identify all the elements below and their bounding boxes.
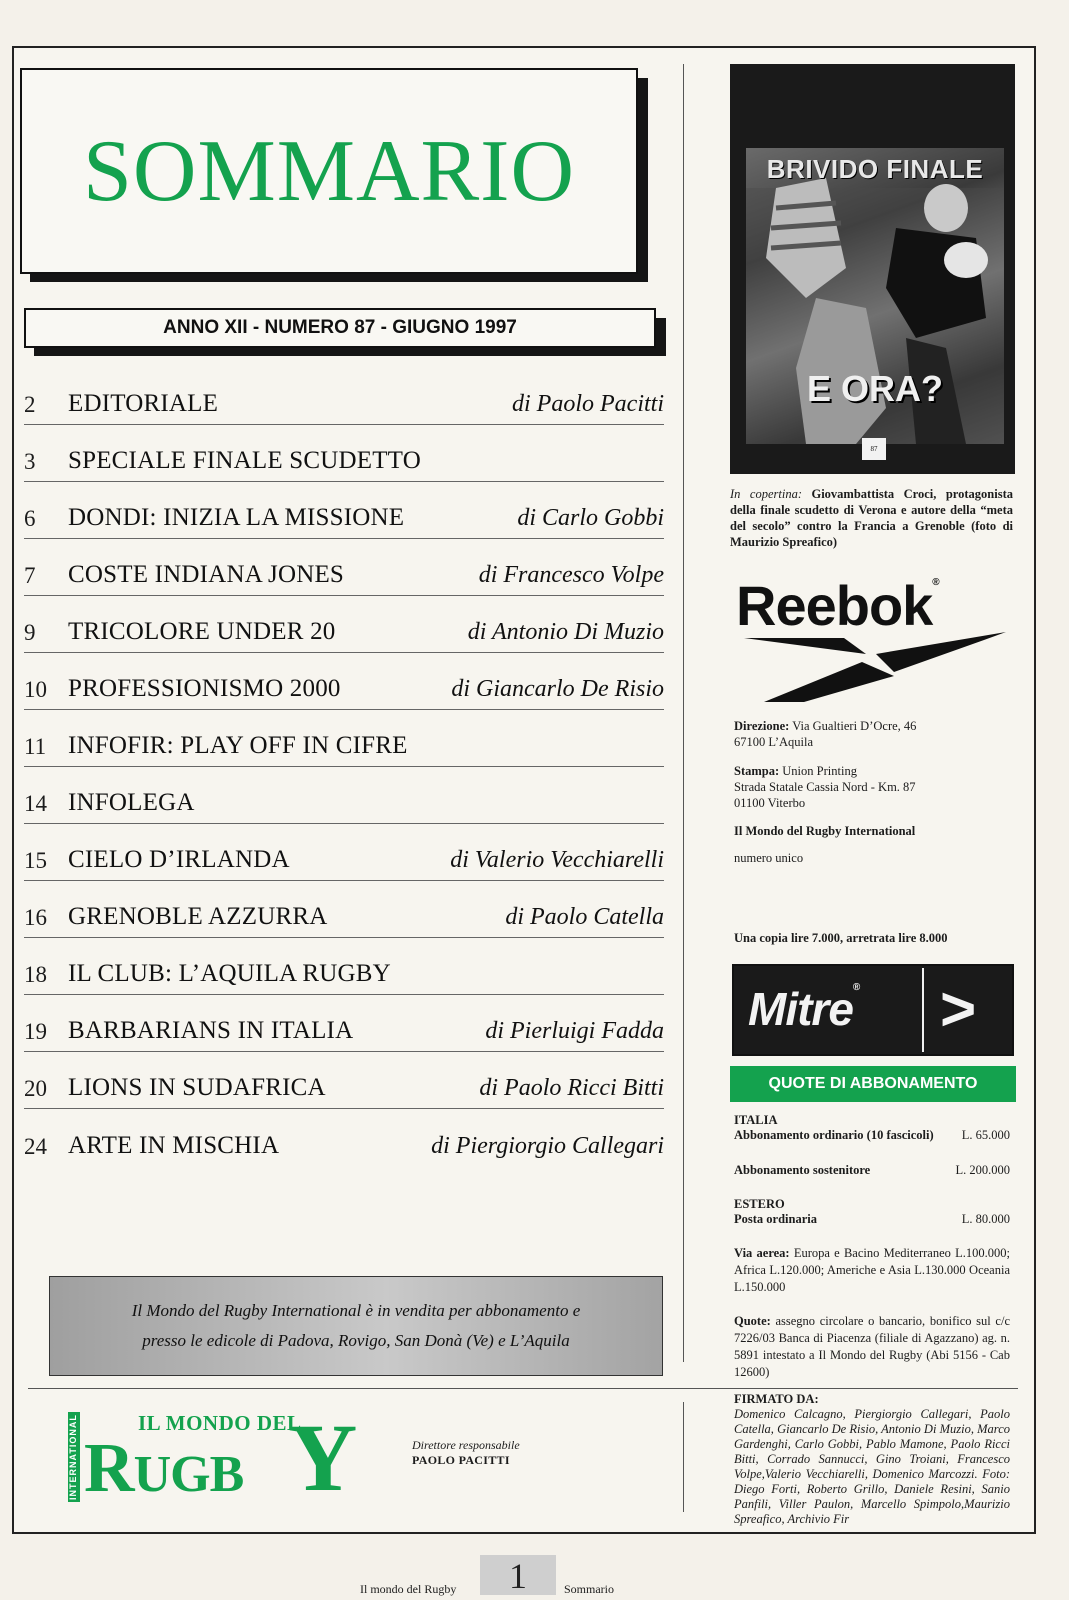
sostenitore-price: L. 200.000	[955, 1163, 1010, 1177]
notice-line-1: Il Mondo del Rugby International è in vendita per abbonamento e	[131, 1301, 581, 1320]
table-of-contents	[24, 368, 664, 1166]
toc-page: 2	[24, 392, 36, 417]
mitre-word: Mitre	[748, 983, 853, 1035]
toc-title: BARBARIANS IN ITALIA	[68, 1017, 354, 1044]
toc-row[interactable]	[24, 767, 664, 824]
toc-page: 15	[24, 848, 47, 873]
column-divider	[683, 64, 684, 1362]
cover-caption	[730, 486, 1013, 550]
subscriptions-heading: QUOTE DI ABBONAMENTO	[730, 1066, 1016, 1102]
toc-page: 10	[24, 677, 47, 702]
toc-page: 24	[24, 1134, 47, 1159]
toc-row[interactable]	[24, 1109, 664, 1166]
posta-label: Posta ordinaria	[734, 1212, 817, 1226]
cover-headline: BRIVIDO FINALE	[766, 154, 984, 184]
footer-section: Sommario	[564, 1582, 614, 1596]
toc-author: di Giancarlo De Risio	[451, 676, 664, 702]
toc-title: LIONS IN SUDAFRICA	[68, 1074, 326, 1101]
estero-label: ESTERO	[734, 1197, 785, 1211]
toc-author: di Antonio Di Muzio	[467, 619, 664, 645]
cover-photo	[746, 148, 1004, 453]
quote-label: Quote:	[734, 1314, 771, 1328]
direzione-label: Direzione:	[734, 719, 790, 733]
column-divider-bottom	[683, 1402, 684, 1512]
director-name: PAOLO PACITTI	[412, 1453, 510, 1467]
stampa-block	[734, 763, 916, 811]
firmato-text: Domenico Calcagno, Piergiorgio Callegari, Paolo Catella, Giancarlo De Risio, Antonio Di Muzio, Marco Gardenghi, Carlo Gobbi, Pablo Mamone, Paolo Ricci Bitti, Corrado Sannucci, Gino Troiani, Francesco Volpe,Valerio Vecchiarelli, Domenico Marcozzi. Foto: Diego Forti, Roberto Grillo, Daniele Resini, Sanio Panfili, Viller Paulon, Marcello Spimpolo,Maurizio Spreafico, Archivio Fir	[734, 1407, 1010, 1526]
toc-title: GRENOBLE AZZURRA	[68, 903, 328, 930]
toc-page: 3	[24, 449, 36, 474]
sales-notice	[49, 1276, 663, 1376]
toc-author: di Valerio Vecchiarelli	[450, 847, 664, 873]
bottom-divider	[28, 1388, 1018, 1389]
stampa-printer: Union Printing	[779, 764, 857, 778]
toc-title: IL CLUB: L’AQUILA RUGBY	[68, 960, 391, 987]
toc-title: EDITORIALE	[68, 390, 219, 417]
toc-author: di Paolo Catella	[505, 904, 664, 930]
toc-page: 14	[24, 791, 47, 816]
toc-author: di Paolo Ricci Bitti	[479, 1075, 664, 1101]
toc-author: di Carlo Gobbi	[517, 505, 664, 531]
toc-title: DONDI: INIZIA LA MISSIONE	[68, 504, 405, 531]
logo-main-text	[84, 1430, 244, 1507]
quote-text: assegno circolare o bancario, bonifico sul c/c 7226/03 Banca di Piacenza (filiale di Agazzano) ag. n. 5891 intestato a Il Mondo del Rugby (Abi 5156 - Cab 12600)	[734, 1314, 1010, 1379]
toc-page: 18	[24, 962, 47, 987]
logo-r: R	[84, 1430, 134, 1507]
page-footer	[0, 1555, 1069, 1595]
posta-row	[734, 1211, 1010, 1227]
toc-row[interactable]	[24, 596, 664, 653]
magazine-logo	[66, 1404, 396, 1511]
toc-author: di Paolo Pacitti	[512, 391, 664, 417]
toc-page: 11	[24, 734, 47, 759]
toc-row[interactable]	[24, 482, 664, 539]
toc-title: INFOLEGA	[68, 789, 195, 816]
logo-y: Y	[288, 1404, 358, 1511]
reebok-logo-text	[736, 574, 939, 637]
notice-line-2: presso le edicole di Padova, Rovigo, San Donà (Ve) e L’Aquila	[142, 1331, 570, 1350]
toc-row[interactable]	[24, 1052, 664, 1109]
toc-page: 9	[24, 620, 36, 645]
ordinario-label: Abbonamento ordinario (10 fascicoli)	[734, 1128, 934, 1142]
price-line: Una copia lire 7.000, arretrata lire 8.000	[734, 931, 948, 945]
mitre-ad	[732, 964, 1014, 1056]
toc-title: INFOFIR: PLAY OFF IN CIFRE	[68, 732, 408, 759]
cover-issue-number: 87	[862, 438, 886, 460]
caption-text: Giovambattista Croci, protagonista della finale scudetto di Verona e autore della “meta del secolo” contro la Francia a Grenoble (foto di Maurizio Spreafico)	[730, 487, 1013, 549]
director-role: Direttore responsabile	[412, 1438, 520, 1452]
stampa-label: Stampa:	[734, 764, 780, 778]
logo-ugb: UGB	[133, 1446, 244, 1503]
toc-title: PROFESSIONISMO 2000	[68, 675, 341, 702]
page-number: 1	[480, 1555, 556, 1595]
logo-top-text: IL MONDO DEL	[138, 1411, 302, 1435]
quote-block	[734, 1313, 1010, 1381]
caption-lead: In copertina:	[730, 487, 802, 501]
mitre-reg: ®	[852, 982, 860, 993]
cover-bigtext: E ORA?	[806, 368, 943, 409]
toc-row[interactable]	[24, 995, 664, 1052]
italia-label: ITALIA	[734, 1113, 778, 1127]
stampa-line-1	[734, 763, 916, 779]
publication-name: Il Mondo del Rugby International	[734, 824, 916, 838]
mitre-arrow-icon: >	[940, 975, 977, 1044]
reebok-vector-icon	[744, 632, 1014, 702]
toc-row[interactable]	[24, 824, 664, 881]
reebok-ad	[734, 574, 1014, 706]
direzione-line-2: 67100 L’Aquila	[734, 735, 814, 749]
reebok-word: Reebok	[736, 574, 933, 637]
stampa-line-3: 01100 Viterbo	[734, 796, 806, 810]
toc-title: TRICOLORE UNDER 20	[68, 618, 336, 645]
issue-box	[24, 308, 656, 348]
ordinario-row	[734, 1127, 1010, 1143]
firmato-block	[734, 1392, 1010, 1527]
via-aerea-label: Via aerea:	[734, 1246, 790, 1260]
toc-row[interactable]	[24, 539, 664, 596]
toc-title: SPECIALE FINALE SCUDETTO	[68, 447, 421, 474]
toc-title: ARTE IN MISCHIA	[68, 1132, 280, 1159]
toc-row[interactable]	[24, 653, 664, 710]
toc-row[interactable]	[24, 881, 664, 938]
direzione-block	[734, 718, 916, 750]
toc-author: di Francesco Volpe	[478, 562, 664, 588]
reebok-reg: ®	[932, 577, 939, 588]
toc-title: COSTE INDIANA JONES	[68, 561, 345, 588]
issue-line: ANNO XII - NUMERO 87 - GIUGNO 1997	[163, 317, 517, 338]
mitre-logo-text	[748, 982, 859, 1036]
title-box	[20, 68, 638, 274]
toc-page: 20	[24, 1076, 47, 1101]
toc-row[interactable]	[24, 710, 664, 767]
direzione-address: Via Gualtieri D’Ocre, 46	[789, 719, 917, 733]
footer-magazine: Il mondo del Rugby	[360, 1582, 457, 1596]
toc-row[interactable]	[24, 425, 664, 482]
posta-price: L. 80.000	[961, 1212, 1010, 1226]
toc-author: di Pierluigi Fadda	[485, 1018, 664, 1044]
mitre-separator	[922, 968, 924, 1052]
toc-title: CIELO D’IRLANDA	[68, 846, 290, 873]
via-aerea-block	[734, 1245, 1010, 1296]
toc-page: 6	[24, 506, 36, 531]
logo-international: INTERNATIONAL	[68, 1412, 80, 1502]
ordinario-price: L. 65.000	[961, 1128, 1010, 1142]
director-credit	[412, 1438, 520, 1468]
numero-unico: numero unico	[734, 851, 804, 865]
direzione-line-1	[734, 718, 916, 734]
toc-author: di Piergiorgio Callegari	[431, 1133, 664, 1159]
via-aerea-text: Europa e Bacino Mediterraneo L.100.000; Africa L.120.000; Americhe e Asia L.130.000 Oceania L.150.000	[734, 1246, 1010, 1294]
sostenitore-label: Abbonamento sostenitore	[734, 1163, 871, 1177]
toc-row[interactable]	[24, 368, 664, 425]
toc-page: 19	[24, 1019, 47, 1044]
toc-page: 7	[24, 563, 36, 588]
toc-row[interactable]	[24, 938, 664, 995]
sostenitore-row	[734, 1162, 1010, 1178]
firmato-label: FIRMATO DA:	[734, 1392, 819, 1406]
toc-page: 16	[24, 905, 47, 930]
stampa-line-2: Strada Statale Cassia Nord - Km. 87	[734, 780, 916, 794]
page-title: SOMMARIO	[82, 122, 576, 220]
